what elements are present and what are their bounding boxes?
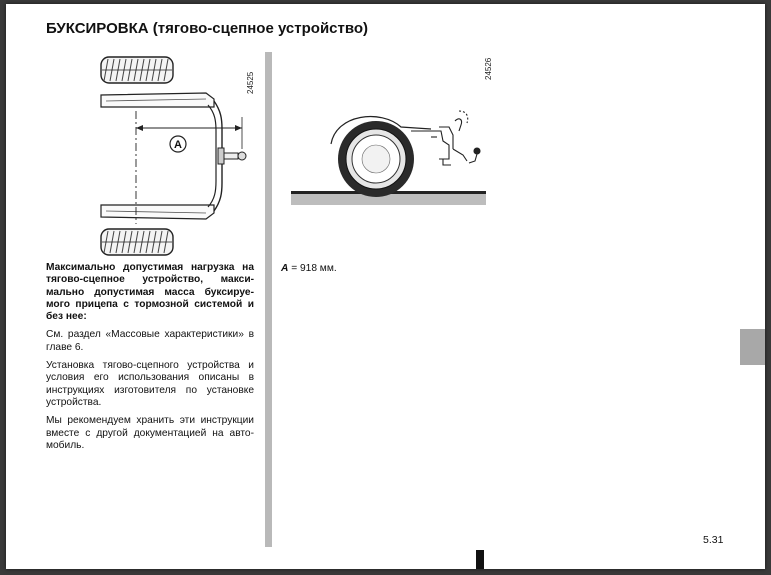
figure-code-right: 24526 — [484, 57, 493, 80]
page-number: 5.31 — [703, 534, 724, 546]
column-divider — [265, 52, 272, 547]
tow-bar-side-view-diagram — [281, 49, 491, 219]
page-title: БУКСИРОВКА (тягово-сцепное устройство) — [46, 20, 369, 37]
tow-bar-top-view-diagram — [46, 49, 261, 264]
installation-paragraph: Установка тягово-сцепного устройства и условия его использования описаны в инструкциях изготовителя по установке устройства. — [46, 360, 254, 408]
page-bottom-marker — [476, 550, 484, 569]
tow-hitch-drawing — [411, 111, 480, 165]
wheel-drawing — [338, 121, 414, 197]
manual-page — [6, 4, 765, 569]
spec-label: A — [281, 263, 289, 274]
spec-value: = 918 мм. — [291, 263, 337, 274]
chapter-tab — [740, 329, 765, 365]
towing-load-heading: Максимально допустимая нагрузка на тягово-сцепное устройство, макси-мально допустимая масса буксируе-мого прицепа с тормозной системой и без нее: — [46, 262, 254, 323]
dimension-a-label: A — [174, 139, 182, 151]
top-tire-drawing — [101, 57, 173, 83]
mass-reference-paragraph: См. раздел «Массовые характеристики» в главе 6. — [46, 329, 254, 353]
left-column-text — [46, 262, 254, 458]
dimension-spec — [281, 263, 337, 274]
recommendation-paragraph: Мы рекомендуем хранить эти инструкции вместе с другой документацией на авто-мобиль. — [46, 415, 254, 451]
bottom-tire-drawing — [101, 229, 173, 255]
figure-code-left: 24525 — [246, 71, 255, 94]
